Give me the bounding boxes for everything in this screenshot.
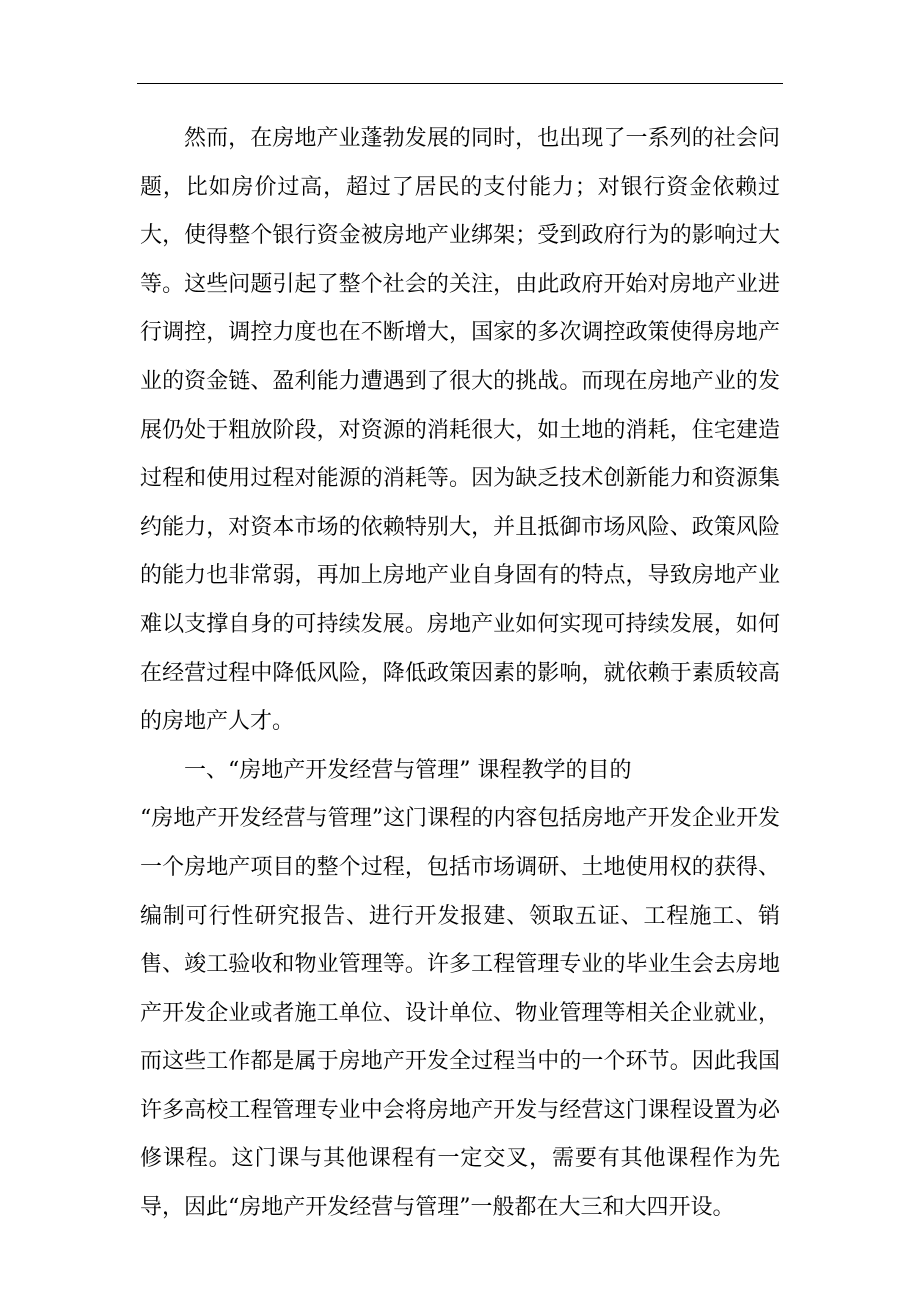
paragraph-social-problems: 然而，在房地产业蓬勃发展的同时，也出现了一系列的社会问题，比如房价过高，超过了居民的支付能力；对银行资金依赖过大，使得整个银行资金被房地产业绑架；受到政府行为的影响过大等。这些问题引起了整个社会的关注，由此政府开始对房地产业进行调控，调控力度也在不断增大，国家的多次调控政策使得房地产业的资金链、盈利能力遭遇到了很大的挑战。而现在房地产业的发展仍处于粗放阶段，对资源的消耗很大，如土地的消耗，住宅建造过程和使用过程对能源的消耗等。因为缺乏技术创新能力和资源集约能力，对资本市场的依赖特别大，并且抵御市场风险、政策风险的能力也非常弱，再加上房地产业自身固有的特点，导致房地产业难以支撑自身的可持续发展。房地产业如何实现可持续发展，如何在经营过程中降低风险，降低政策因素的影响，就依赖于素质较高的房地产人才。 [140, 126, 780, 735]
document-body [140, 115, 780, 1233]
paragraph-course-content: “房地产开发经营与管理”这门课程的内容包括房地产开发企业开发一个房地产项目的整个过程，包括市场调研、土地使用权的获得、编制可行性研究报告、进行开发报建、领取五证、工程施工、销售、竣工验收和物业管理等。许多工程管理专业的毕业生会去房地产开发企业或者施工单位、设计单位、物业管理等相关企业就业，而这些工作都是属于房地产开发全过程当中的一个环节。因此我国许多高校工程管理专业中会将房地产开发与经营这门课程设置为必修课程。这门课与其他课程有一定交叉，需要有其他课程作为先导，因此“房地产开发经营与管理”一般都在大三和大四开设。 [140, 806, 780, 1221]
section-heading-course-objective: 一、“房地产开发经营与管理” 课程教学的目的 [184, 757, 632, 783]
header-rule [137, 83, 783, 84]
